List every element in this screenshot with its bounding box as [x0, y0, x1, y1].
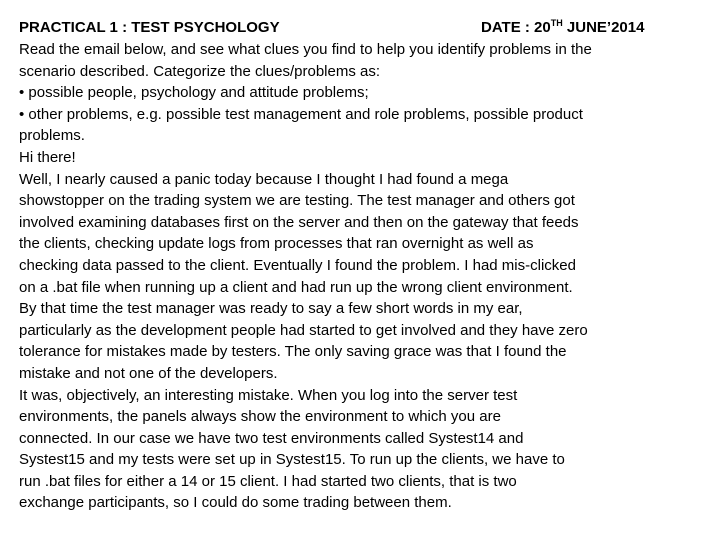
document-page	[19, 17, 709, 514]
email-line: mistake and not one of the developers.	[19, 364, 278, 382]
email-line: connected. In our case we have two test environments called Systest14 and	[19, 429, 524, 447]
email-line: checking data passed to the client. Eventually I found the problem. I had mis-clicked	[19, 256, 576, 274]
date-prefix: DATE : 20	[481, 19, 551, 36]
email-line: By that time the test manager was ready to say a few short words in my ear,	[19, 300, 523, 318]
email-line: It was, objectively, an interesting mistake. When you log into the server test	[19, 386, 518, 404]
email-line: exchange participants, so I could do some trading between them.	[19, 494, 452, 512]
document-body	[19, 39, 709, 514]
bullet-item: • other problems, e.g. possible test management and role problems, possible product	[19, 105, 583, 123]
email-line: involved examining databases first on the server and then on the gateway that feeds	[19, 213, 579, 231]
email-line: Systest15 and my tests were set up in Systest15. To run up the clients, we have to	[19, 451, 565, 469]
date-ordinal-suffix: TH	[550, 18, 563, 28]
email-line: tolerance for mistakes made by testers. The only saving grace was that I found the	[19, 343, 567, 361]
email-line: particularly as the development people had started to get involved and they have zero	[19, 321, 588, 339]
practical-date	[481, 17, 644, 39]
practical-title: PRACTICAL 1 : TEST PSYCHOLOGY	[19, 19, 280, 36]
bullet-item-continuation: problems.	[19, 127, 85, 145]
document-header	[19, 17, 709, 39]
email-line: on a .bat file when running up a client and had run up the wrong client environment.	[19, 278, 573, 296]
email-line: run .bat files for either a 14 or 15 client. I had started two clients, that is two	[19, 472, 517, 490]
email-line: environments, the panels always show the environment to which you are	[19, 408, 501, 426]
instructions-line: scenario described. Categorize the clues/problems as:	[19, 62, 381, 80]
date-suffix: JUNE’2014	[562, 19, 645, 36]
email-line: the clients, checking update logs from processes that ran overnight as well as	[19, 235, 534, 253]
instructions-line: Read the email below, and see what clues you find to help you identify problems in the	[19, 41, 592, 58]
email-line: showstopper on the trading system we are testing. The test manager and others got	[19, 192, 575, 210]
bullet-item: • possible people, psychology and attitude problems;	[19, 84, 369, 102]
email-line: Well, I nearly caused a panic today because I thought I had found a mega	[19, 170, 509, 188]
email-greeting: Hi there!	[19, 148, 76, 166]
